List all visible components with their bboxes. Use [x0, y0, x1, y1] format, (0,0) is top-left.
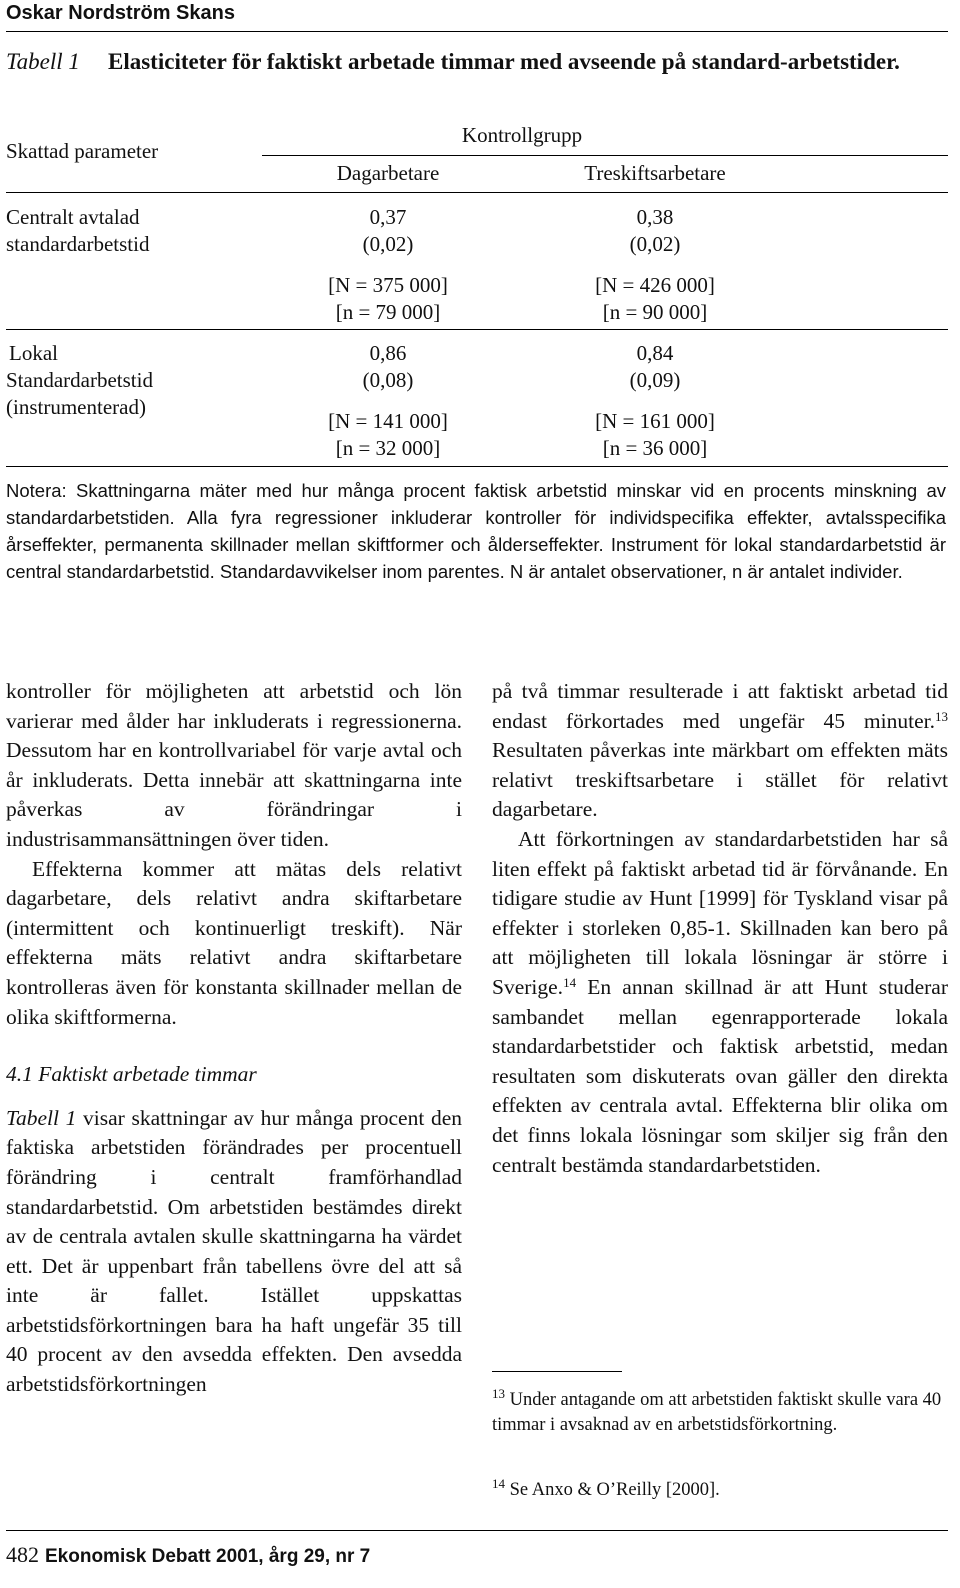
journal-title: Ekonomisk Debatt 2001, årg 29, nr 7 — [45, 1546, 371, 1567]
estimate: 0,86 — [369, 341, 407, 365]
ind-count: [n = 90 000] — [602, 300, 708, 324]
footer-rule — [6, 1530, 948, 1531]
paragraph: Effekterna kommer att mätas dels relativt dagarbetare, dels relativt andra skiftarbetare (intermittent och kontinuerligt treskift). När effekterna mäts relativt andra skiftarbetare kontrolleras även för konstanta skillnader mellan de olika skiftformerna. — [6, 856, 462, 1029]
row-label-central: Centralt avtalad standardarbetstid — [6, 205, 150, 256]
estimate: 0,84 — [636, 341, 674, 365]
table-label: Tabell 1 — [6, 49, 80, 74]
running-head: Oskar Nordström Skans — [6, 2, 235, 24]
ind-count: [n = 32 000] — [335, 436, 441, 460]
footnote-14: $^{14}$ Se Anxo & O’Reilly [2000]. — [492, 1476, 720, 1500]
footnote-13: $^{13}$ Under antagande om att arbetstiden faktiskt skulle vara 40 timmar i avsaknad av en arbetstidsförkortning. — [492, 1386, 942, 1435]
std-error: (0,02) — [362, 232, 414, 256]
page-footer — [6, 1542, 370, 1568]
obs-count: [N = 161 000] — [595, 409, 715, 433]
cell-lokal-treskift — [555, 340, 755, 462]
std-error: (0,09) — [629, 368, 681, 392]
group-header-rule — [262, 155, 948, 156]
std-error: (0,02) — [629, 232, 681, 256]
row-separator-rule — [6, 329, 948, 330]
table-title: Elasticiteter för faktiskt arbetade timmar med avseende på standard-arbetstider. — [108, 49, 900, 74]
footnote-ref[interactable]: 13 — [935, 708, 948, 724]
row-label-lokal: Lokal Standardarbetstid (instrumenterad) — [6, 341, 153, 419]
obs-count: [N = 426 000] — [595, 273, 715, 297]
obs-count: [N = 141 000] — [328, 409, 448, 433]
paragraph: kontroller för möjligheten att arbetstid och lön varierar med ålder har inkluderats i regressionerna. Dessutom har en kontrollvariabel för varje avtal och år inkluderats. Detta innebär att skattningarna inte påverkas av förändringar i industrisammansättningen över tiden. — [6, 679, 462, 851]
param-header: Skattad parameter — [6, 139, 159, 163]
section-heading: 4.1 Faktiskt arbetade timmar — [6, 1062, 257, 1087]
left-column — [6, 677, 462, 1400]
obs-count: [N = 375 000] — [328, 273, 448, 297]
page-number: 482 — [6, 1542, 39, 1567]
cell-central-dagarbetare — [288, 204, 488, 326]
estimate: 0,38 — [636, 205, 674, 229]
footnote-rule — [492, 1371, 622, 1372]
table-reference: Tabell 1 — [6, 1105, 77, 1130]
col-header-dagarbetare: Dagarbetare — [336, 161, 440, 185]
right-column — [492, 677, 948, 1180]
paragraph: på två timmar resulterade i att faktiskt arbetad tid endast förkortades med ungefär 45 minuter.$^{13}$ Resultaten påverkas inte märkbart om effekten mäts relativt treskiftsarbetare i stället för relativt dagarbetare. — [492, 679, 948, 822]
cell-central-treskift — [555, 204, 755, 326]
table-header-rule — [6, 192, 948, 193]
table-bottom-rule — [6, 466, 948, 467]
std-error: (0,08) — [362, 368, 414, 392]
table-note: Notera: Skattningarna mäter med hur många procent faktisk arbetstid minskar vid en procents minskning av standardarbetstiden. Alla fyra regressioner inkluderar kontroller för individspecifika effekter, avtalsspecifika årseffekter, permanenta skillnader mellan skiftformer och ålderseffekter. Instrument för lokal standardarbetstid är central standardarbetstid. Standardavvikelser inom parentes. N är antalet observationer, n är antalet individer. — [6, 480, 946, 582]
ind-count: [n = 79 000] — [335, 300, 441, 324]
estimate: 0,37 — [369, 205, 407, 229]
ind-count: [n = 36 000] — [602, 436, 708, 460]
paragraph: Att förkortningen av standardarbetstiden har så liten effekt på faktiskt arbetad tid är förvånande. En tidigare studie av Hunt [1999] för Tyskland visar på effekter i storleken 0,85-1. Skillnaden kan bero på att möjligheten till lokala lösningar är större i Sverige.$^{14}$ En annan skillnad är att Hunt studerar sambandet mellan egenrapporterade lokala standardarbetstider och faktisk arbetstid, medan resultaten som diskuterats ovan gäller den direkta effekten av centrala avtal. Effekterna blir olika om det finns lokala lösningar som skiljer sig från den centralt bestämda standardarbetstiden. — [492, 826, 948, 1177]
header-rule — [6, 31, 948, 32]
cell-lokal-dagarbetare — [288, 340, 488, 462]
col-header-treskiftsarbetare: Treskiftsarbetare — [584, 161, 726, 185]
group-header: Kontrollgrupp — [461, 123, 583, 147]
paragraph: Tabell 1 visar skattningar av hur många procent den faktiska arbetstiden förändrades per procentuell förändring i centralt framförhandlad standardarbetstid. Om arbetstiden bestämdes direkt av de centrala avtalen skulle skattningarna ha värdet ett. Det är uppenbart från tabellens övre del att så inte är fallet. Istället uppskattas arbetstidsförkortningen bara ha haft ungefär 35 till 40 procent av den avsedda effekten. Den avsedda arbetstidsförkortningen — [6, 1105, 462, 1397]
footnote-ref[interactable]: 14 — [563, 974, 577, 990]
